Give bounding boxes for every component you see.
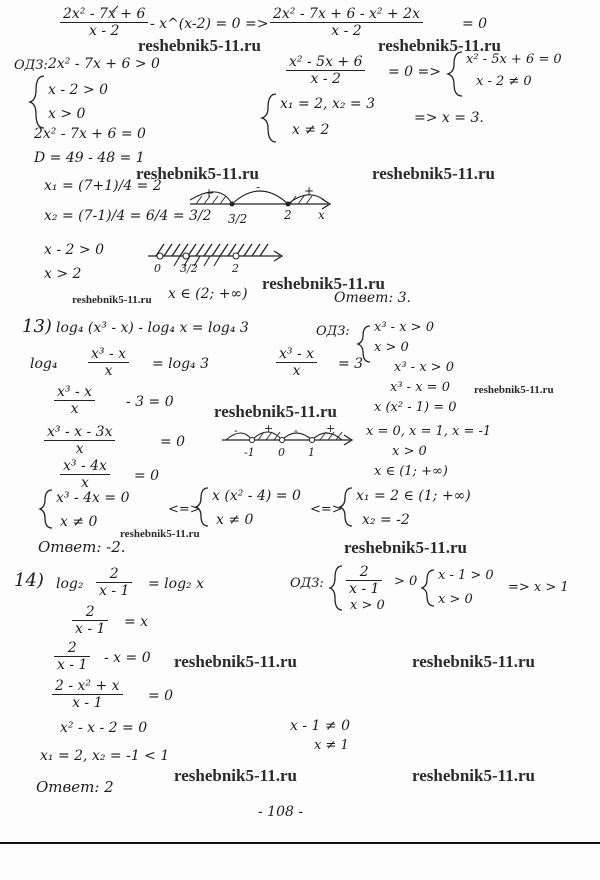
fraction-numerator: x³ - 4x bbox=[60, 458, 110, 475]
fraction-denominator: x - 1 bbox=[57, 657, 88, 673]
nl3-label-a: -1 bbox=[244, 446, 255, 459]
fraction-numerator: x³ - x bbox=[54, 384, 95, 401]
roots-brace-12 bbox=[262, 94, 276, 142]
eq-left-14: log₂ bbox=[56, 576, 84, 592]
fraction-numerator: 2x² - 7x + 6 bbox=[60, 6, 148, 23]
step1-fraction-13 bbox=[88, 346, 129, 379]
interval-13: x ∈ (1; +∞) bbox=[374, 464, 448, 479]
step1-left-13: log₄ bbox=[30, 356, 58, 372]
odz-line4-13: x³ - x = 0 bbox=[390, 380, 450, 395]
s3-fraction-14 bbox=[52, 678, 123, 711]
fraction-numerator: x³ - x - 3x bbox=[44, 424, 115, 441]
equation-13: log₄ (x³ - x) - log₄ x = log₄ 3 bbox=[56, 320, 249, 336]
sys-b1-13: x (x² - 4) = 0 bbox=[212, 488, 301, 504]
top-eq-rest: - x^(x-2) = 0 => bbox=[150, 16, 269, 32]
watermark: reshebnik5-11.ru bbox=[378, 36, 501, 55]
fraction-denominator: x - 2 bbox=[88, 23, 120, 39]
fraction-denominator: x bbox=[75, 441, 84, 457]
interval-12: x ∈ (2; +∞) bbox=[168, 286, 248, 302]
fraction-numerator: 2 bbox=[96, 566, 132, 583]
sys-c2-13: x₂ = -2 bbox=[362, 512, 410, 528]
eq-fraction-14 bbox=[96, 566, 132, 599]
watermark: reshebnik5-11.ru bbox=[120, 528, 200, 540]
nl3-sign-c: - bbox=[294, 424, 298, 437]
nl3-sign-a: - bbox=[234, 424, 238, 437]
page-number: - 108 - bbox=[258, 804, 304, 820]
fraction-numerator: 2 - x² + x bbox=[52, 678, 123, 695]
s1-tail-14: = x bbox=[124, 614, 149, 630]
watermark: reshebnik5-11.ru bbox=[372, 164, 495, 183]
fraction-numerator: 2 bbox=[346, 564, 382, 581]
s4b-14: x - 1 ≠ 0 bbox=[290, 718, 350, 734]
s4c-14: x ≠ 1 bbox=[314, 738, 349, 753]
root-x2-12: x₂ = (7-1)/4 = 6/4 = 3/2 bbox=[44, 208, 212, 224]
odz-label-13: ОДЗ: bbox=[316, 324, 350, 339]
nl3-label-c: 1 bbox=[308, 446, 315, 459]
fraction-numerator: x³ - x bbox=[88, 346, 129, 363]
s1-fraction-14 bbox=[72, 604, 108, 637]
fraction-denominator: x - 1 bbox=[75, 621, 106, 637]
odz-result-14: => x > 1 bbox=[508, 580, 569, 595]
fraction-denominator: x - 1 bbox=[72, 695, 103, 711]
step5-tail-13: = 0 bbox=[134, 468, 160, 484]
fraction-denominator: x - 2 bbox=[331, 23, 362, 39]
task-number-14: 14) bbox=[14, 570, 44, 591]
nl1-sign-c: + bbox=[304, 184, 315, 198]
fraction-denominator: x bbox=[292, 363, 301, 379]
step-fraction-12 bbox=[286, 54, 365, 87]
step3-tail-13: - 3 = 0 bbox=[126, 394, 174, 410]
sys-a2-13: x ≠ 0 bbox=[60, 514, 98, 530]
s2-fraction-14 bbox=[54, 640, 90, 673]
fraction-denominator: x bbox=[104, 363, 113, 379]
step1-tail-13: = log₄ 3 bbox=[152, 356, 210, 372]
odz-fraction-14 bbox=[346, 564, 382, 597]
fraction-denominator: x - 1 bbox=[99, 583, 130, 599]
odz-label-12: ОДЗ: bbox=[14, 58, 48, 73]
ineq2-12: x > 2 bbox=[44, 266, 82, 282]
odz-line1-12: 2x² - 7x + 6 > 0 bbox=[48, 56, 160, 72]
roots-14: x₁ = 2, x₂ = -1 < 1 bbox=[40, 748, 170, 764]
odz-brace-14b bbox=[422, 570, 434, 606]
odz-label-14: ОДЗ: bbox=[290, 576, 324, 591]
odz-line3-12: x > 0 bbox=[48, 106, 86, 122]
nl1-label-b: 2 bbox=[284, 208, 292, 222]
top-eq-right-fraction bbox=[270, 6, 423, 39]
odz-line2-13: x > 0 bbox=[374, 340, 409, 355]
odz-line1-13: x³ - x > 0 bbox=[374, 320, 434, 335]
fraction-denominator: x bbox=[70, 401, 79, 417]
roots-13: x = 0, x = 1, x = -1 bbox=[366, 424, 492, 439]
watermark: reshebnik5-11.ru bbox=[262, 274, 385, 293]
root-x1-12: x₁ = (7+1)/4 = 2 bbox=[44, 178, 162, 194]
sys-a1-13: x³ - 4x = 0 bbox=[56, 490, 130, 506]
eq-tail-14: = log₂ x bbox=[148, 576, 205, 592]
step2-fraction-13 bbox=[276, 346, 317, 379]
s4-14: x² - x - 2 = 0 bbox=[60, 720, 148, 736]
step3-fraction-13 bbox=[54, 384, 95, 417]
fraction-numerator: 2 bbox=[54, 640, 90, 657]
nl3-sign-d: + bbox=[326, 422, 336, 435]
fraction-numerator: 2 bbox=[72, 604, 108, 621]
watermark: reshebnik5-11.ru bbox=[138, 36, 261, 55]
odz-line3-13: x³ - x > 0 bbox=[394, 360, 454, 375]
watermark: reshebnik5-11.ru bbox=[412, 652, 535, 671]
xgt0-13: x > 0 bbox=[392, 444, 427, 459]
roots-line1-12: x₁ = 2, x₂ = 3 bbox=[280, 96, 375, 112]
step4-fraction-13 bbox=[44, 424, 115, 457]
odz-line2-12: x - 2 > 0 bbox=[48, 82, 108, 98]
quadratic-12: 2x² - 7x + 6 = 0 bbox=[34, 126, 146, 142]
step-fraction-tail-12: = 0 => bbox=[388, 64, 441, 80]
roots-result-12: => x = 3. bbox=[414, 110, 484, 126]
top-eq-tail: = 0 bbox=[462, 16, 488, 32]
answer-14: Ответ: 2 bbox=[36, 778, 114, 796]
system-brace-13a bbox=[40, 490, 52, 528]
nl2-label-c: 2 bbox=[232, 262, 239, 275]
odz-sys2-14: x > 0 bbox=[438, 592, 473, 607]
fraction-denominator: x - 2 bbox=[310, 71, 341, 87]
nl1-sign-a: + bbox=[204, 186, 215, 200]
watermark: reshebnik5-11.ru bbox=[412, 766, 535, 785]
system-brace-12 bbox=[448, 52, 462, 96]
fraction-numerator: x² - 5x + 6 bbox=[286, 54, 365, 71]
nl3-sign-b: + bbox=[264, 422, 274, 435]
watermark: reshebnik5-11.ru bbox=[344, 538, 467, 557]
s3-tail-14: = 0 bbox=[148, 688, 174, 704]
watermark: reshebnik5-11.ru bbox=[72, 294, 152, 306]
fraction-numerator: x³ - x bbox=[276, 346, 317, 363]
nl3-label-b: 0 bbox=[278, 446, 285, 459]
fraction-denominator: x - 1 bbox=[349, 581, 380, 597]
task-number-13: 13) bbox=[22, 316, 52, 337]
number-line-2 bbox=[148, 244, 282, 266]
system-line2-12: x - 2 ≠ 0 bbox=[476, 74, 532, 89]
step4-tail-13: = 0 bbox=[160, 434, 186, 450]
watermark: reshebnik5-11.ru bbox=[174, 766, 297, 785]
fraction-denominator: x bbox=[81, 475, 89, 491]
equiv-b-13: <=> bbox=[310, 502, 343, 517]
nl2-label-b: 3/2 bbox=[180, 262, 198, 275]
roots-line2-12: x ≠ 2 bbox=[292, 122, 330, 138]
step2-tail-13: = 3 bbox=[338, 356, 364, 372]
watermark: reshebnik5-11.ru bbox=[136, 164, 259, 183]
equiv-a-13: <=> bbox=[168, 502, 201, 517]
odz-brace-14 bbox=[330, 566, 342, 610]
step5-fraction-13 bbox=[60, 458, 110, 491]
nl1-label-a: 3/2 bbox=[228, 212, 248, 226]
odz-sys1-14: x - 1 > 0 bbox=[438, 568, 494, 583]
watermark: reshebnik5-11.ru bbox=[174, 652, 297, 671]
nl1-sign-b: - bbox=[256, 180, 261, 194]
odz-line5-13: x (x² - 1) = 0 bbox=[374, 400, 457, 415]
discriminant-12: D = 49 - 48 = 1 bbox=[34, 150, 145, 166]
odz-brace-12 bbox=[30, 76, 44, 128]
page-bottom-rule bbox=[0, 842, 600, 844]
top-eq-left-fraction bbox=[60, 6, 148, 39]
odz-tail-14: > 0 bbox=[394, 574, 418, 589]
ineq1-12: x - 2 > 0 bbox=[44, 242, 104, 258]
fraction-numerator: 2x² - 7x + 6 - x² + 2x bbox=[270, 6, 423, 23]
nl2-label-a: 0 bbox=[154, 262, 161, 275]
nl1-label-c: x bbox=[318, 208, 325, 222]
answer-12: Ответ: 3. bbox=[334, 290, 411, 306]
s2-tail-14: - x = 0 bbox=[104, 650, 151, 666]
sys-b2-13: x ≠ 0 bbox=[216, 512, 254, 528]
odz-line2-14: x > 0 bbox=[350, 598, 385, 613]
watermark: reshebnik5-11.ru bbox=[214, 402, 337, 421]
watermark: reshebnik5-11.ru bbox=[474, 384, 554, 396]
system-line1-12: x² - 5x + 6 = 0 bbox=[466, 52, 562, 67]
sys-c1-13: x₁ = 2 ∈ (1; +∞) bbox=[356, 488, 471, 504]
answer-13: Ответ: -2. bbox=[38, 538, 126, 556]
